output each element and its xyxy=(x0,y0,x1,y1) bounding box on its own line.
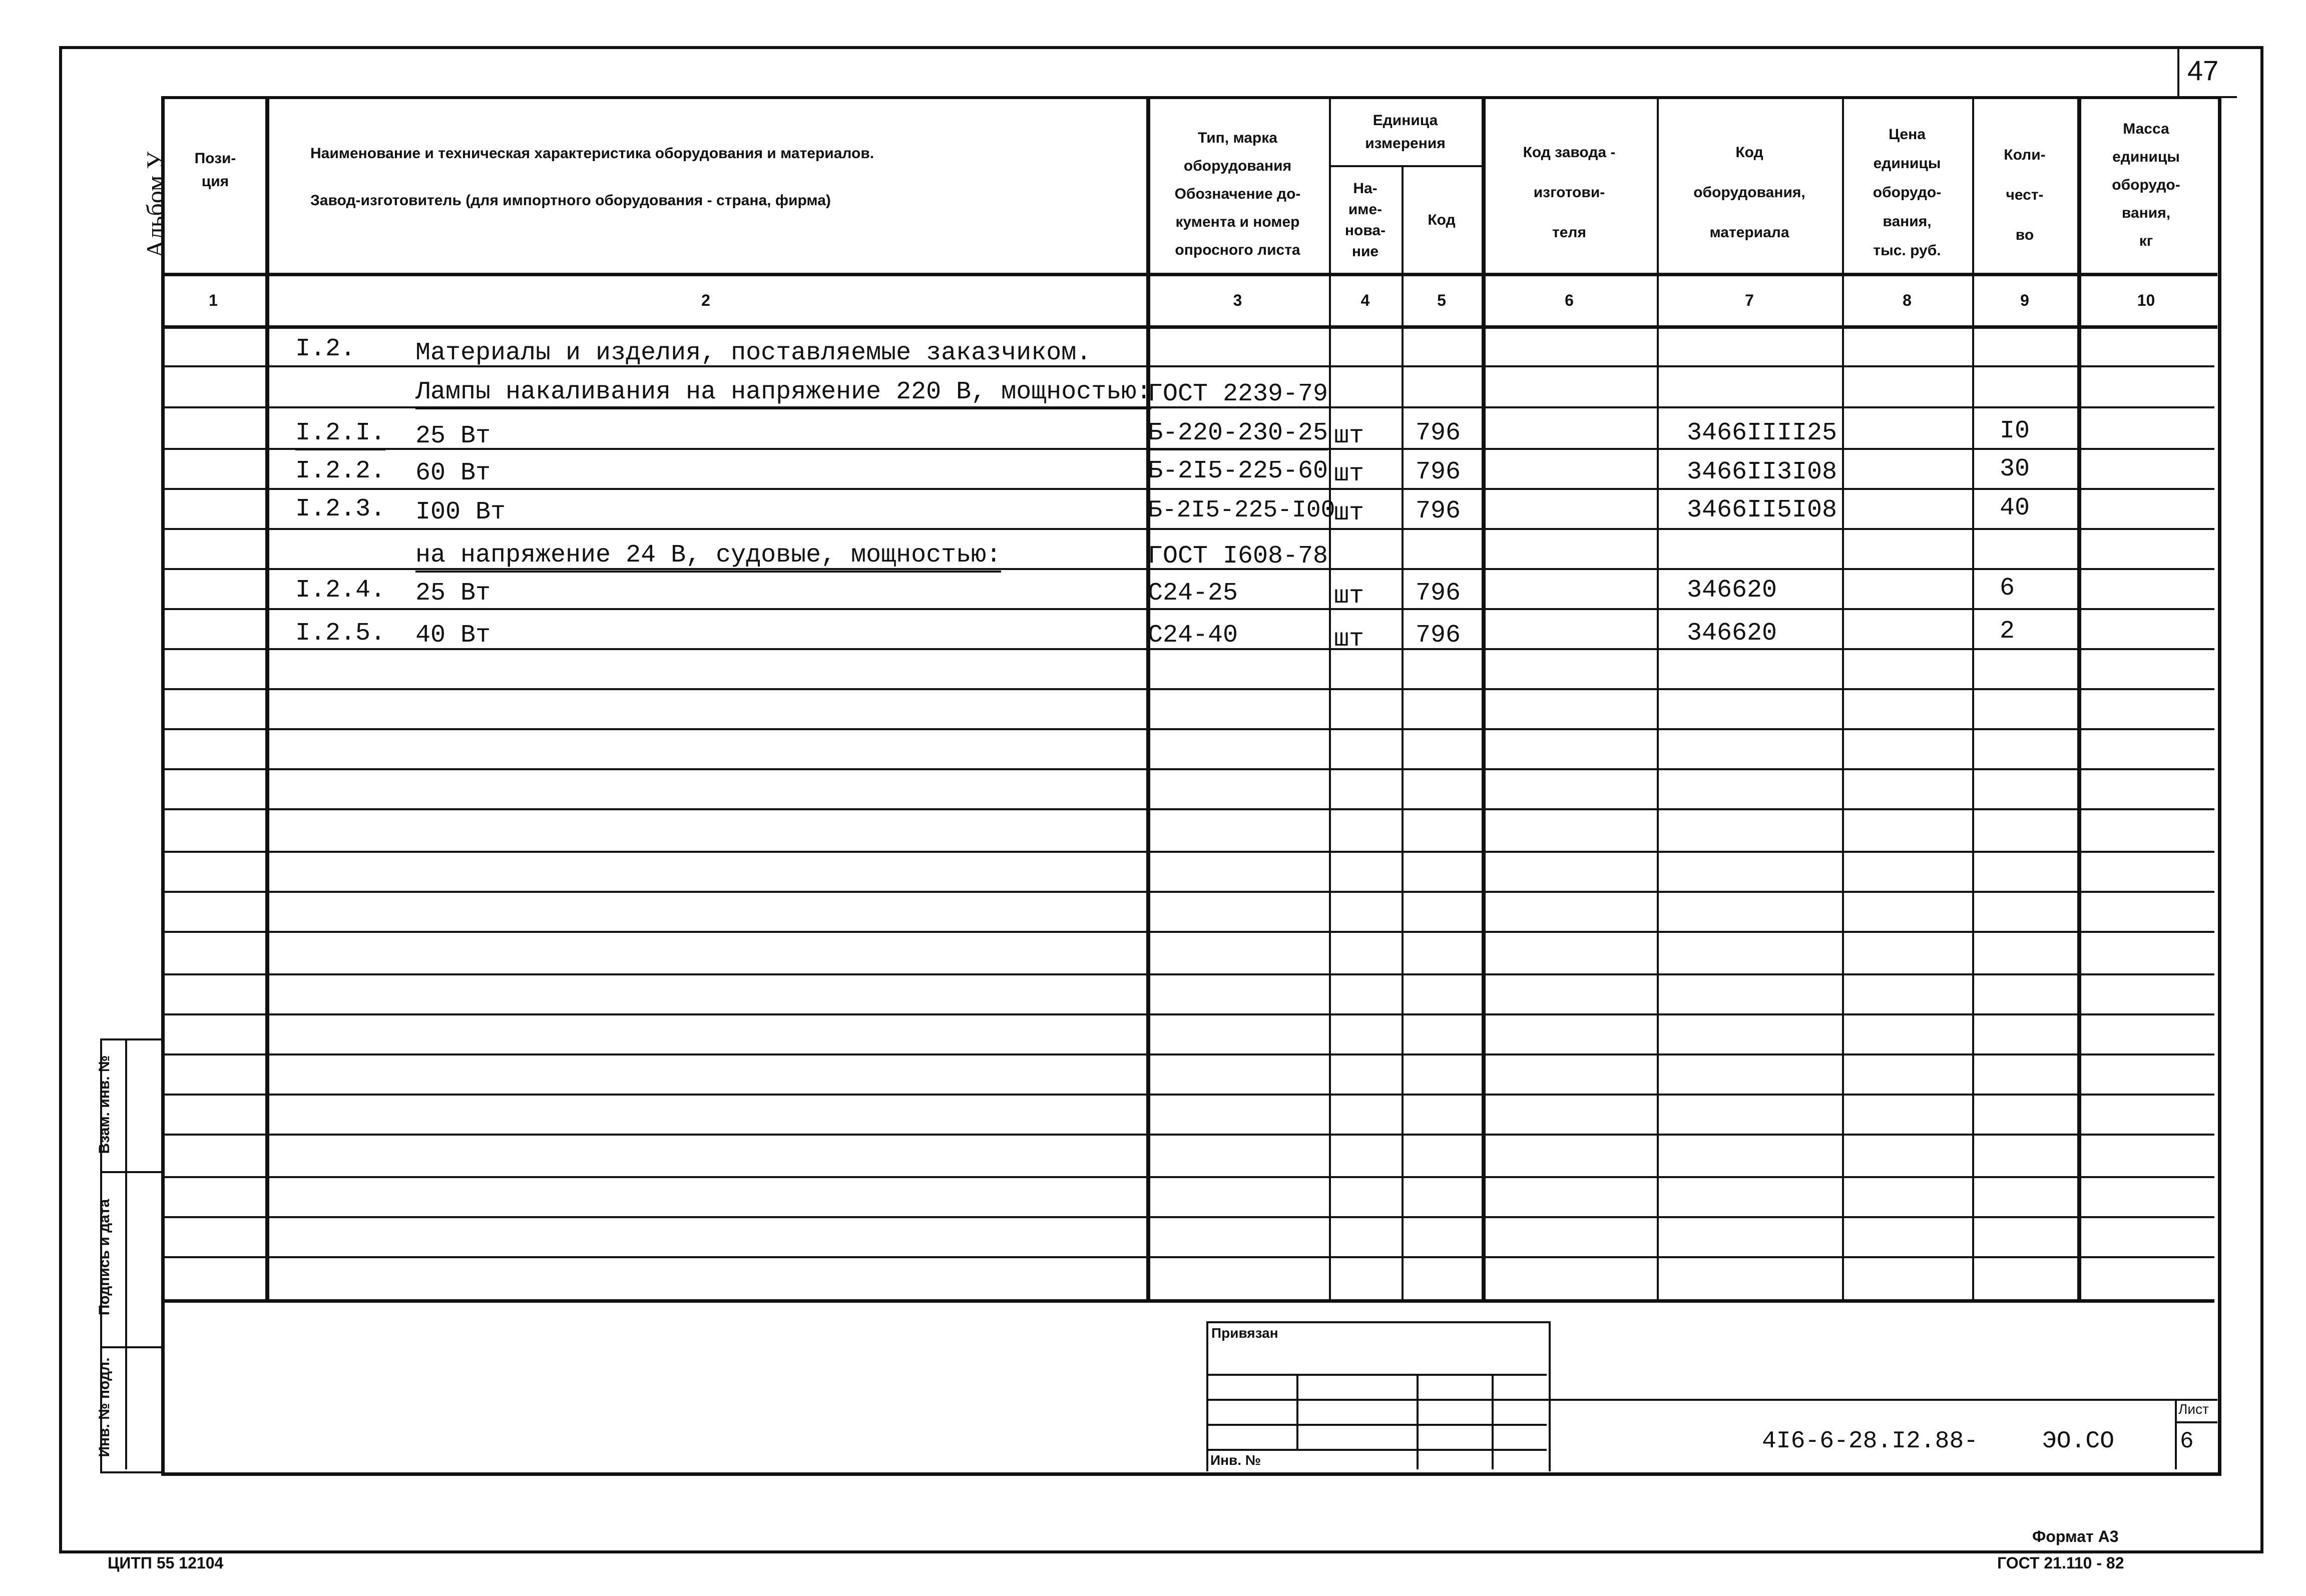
row-equipment-code: 346620 xyxy=(1687,576,1777,605)
header-position: Пози- ция xyxy=(194,150,236,190)
row-type: Б-220-230-25 xyxy=(1148,418,1328,450)
row-position: I.2.4. xyxy=(295,576,386,605)
col-sep-5-6 xyxy=(1482,96,1486,1301)
row-type: ГОСТ I608-78 xyxy=(1148,542,1328,571)
row-name: на напряжение 24 В, судовые, мощностью: xyxy=(415,541,1001,573)
row-line xyxy=(161,851,2214,853)
stamp-line xyxy=(1206,1449,1547,1451)
header-equipment-code: Код оборудования, материала xyxy=(1693,144,1805,241)
col-sep-3-4 xyxy=(1329,96,1331,1301)
row-unit: шт xyxy=(1334,499,1364,527)
colnum-3: 3 xyxy=(1233,291,1242,309)
row-quantity: 30 xyxy=(2000,455,2030,483)
row-quantity: 6 xyxy=(2000,574,2015,603)
row-name: Материалы и изделия, поставляемые заказчиком. xyxy=(415,339,1092,367)
colnum-2: 2 xyxy=(701,291,710,309)
colnum-7: 7 xyxy=(1745,291,1754,309)
row-equipment-code: 346620 xyxy=(1687,619,1777,648)
row-position: I.2.3. xyxy=(295,495,386,523)
row-line xyxy=(161,1053,2214,1055)
row-line xyxy=(161,973,2214,975)
stamp-inv-no: Инв. № xyxy=(1210,1452,1261,1468)
row-unit: шт xyxy=(1334,625,1364,654)
stamp-col xyxy=(1417,1374,1419,1469)
row-line xyxy=(161,1256,2214,1258)
row-name: I00 Вт xyxy=(415,498,506,526)
row-line xyxy=(161,528,2214,530)
col-sep-6-7 xyxy=(1657,96,1659,1301)
row-unit: шт xyxy=(1334,460,1364,488)
col-sep-9-10 xyxy=(2077,96,2081,1301)
row-line xyxy=(161,768,2214,770)
row-name: 25 Вт xyxy=(415,579,491,608)
col-sep-7-8 xyxy=(1842,96,1844,1301)
footer-format: Формат А3 xyxy=(2032,1527,2119,1545)
colnum-4: 4 xyxy=(1360,291,1370,309)
row-line xyxy=(161,808,2214,810)
footer-citp: ЦИТП 55 12104 xyxy=(108,1554,224,1572)
header-factory-code: Код завода - изготови- теля xyxy=(1523,144,1616,241)
row-quantity: 2 xyxy=(2000,617,2015,646)
row-name: 25 Вт xyxy=(415,422,491,450)
row-position: I.2.2. xyxy=(295,457,386,485)
header-name: Наименование и техническая характеристика оборудования и материалов. Завод-изготовитель (для импортного оборудования - страна, фирма) xyxy=(310,145,874,209)
side-strip-divider xyxy=(100,1171,161,1173)
row-unit-code: 796 xyxy=(1416,621,1461,650)
side-strip-inner xyxy=(125,1038,127,1469)
row-line xyxy=(161,891,2214,893)
row-line xyxy=(161,931,2214,933)
row-type: Б-2I5-225-I00 xyxy=(1148,497,1335,524)
stamp-line xyxy=(1206,1399,1547,1401)
row-unit-code: 796 xyxy=(1416,497,1461,525)
list-box-divider xyxy=(2175,1421,2217,1423)
list-box-left xyxy=(2175,1399,2177,1469)
header-bottom-line xyxy=(161,273,2217,276)
document-suffix: ЭО.СО xyxy=(2042,1428,2115,1455)
row-name: 60 Вт xyxy=(415,459,491,487)
unit-group-divider xyxy=(1329,165,1482,167)
row-line xyxy=(161,1134,2214,1136)
row-unit: шт xyxy=(1334,582,1364,611)
row-line xyxy=(161,1094,2214,1096)
page-number: 47 xyxy=(2187,55,2219,86)
row-type: Б-2I5-225-60 xyxy=(1148,457,1328,485)
col-sep-1-2 xyxy=(265,96,269,1301)
album-label: Альбом У xyxy=(141,151,169,258)
header-mass: Масса единицы оборудо- вания, кг xyxy=(2112,121,2180,249)
row-quantity: I0 xyxy=(2000,417,2030,445)
row-line xyxy=(161,1216,2214,1218)
row-equipment-code: 3466II3I08 xyxy=(1687,458,1837,486)
stamp-line xyxy=(1206,1424,1547,1426)
label-inv-podl: Инв. № подл. xyxy=(96,1357,113,1457)
col-sep-8-9 xyxy=(1972,96,1974,1301)
document-code: 4I6-6-28.I2.88- xyxy=(1762,1428,1979,1455)
stamp-col xyxy=(1296,1374,1298,1449)
colnum-bottom-line xyxy=(161,325,2217,329)
row-name: 40 Вт xyxy=(415,621,491,650)
list-label: Лист xyxy=(2178,1401,2209,1417)
row-line xyxy=(161,1176,2214,1178)
row-position: I.2.5. xyxy=(295,619,386,648)
row-type: ГОСТ 2239-79 xyxy=(1148,380,1328,408)
row-position: I.2.I. xyxy=(295,418,385,450)
colnum-6: 6 xyxy=(1565,291,1574,309)
header-unit-name: На- име- нова- ние xyxy=(1344,180,1386,260)
colnum-1: 1 xyxy=(209,291,218,309)
row-quantity: 40 xyxy=(2000,494,2030,522)
header-type: Тип, марка оборудования Обозначение до- кумента и номер опросного листа xyxy=(1174,129,1301,258)
col-sep-2-3 xyxy=(1146,96,1150,1301)
row-type: С24-40 xyxy=(1148,621,1238,650)
table-rows-bottom xyxy=(161,1299,2214,1303)
colnum-8: 8 xyxy=(1903,291,1912,309)
header-price: Цена единицы оборудо- вания, тыс. руб. xyxy=(1873,126,1942,259)
row-unit-code: 796 xyxy=(1416,579,1461,608)
col-sep-4-5 xyxy=(1402,165,1404,1301)
row-type: С24-25 xyxy=(1148,579,1238,608)
label-vzam-inv: Взам. инв. № xyxy=(96,1055,113,1154)
header-unit-group: Единица измерения xyxy=(1365,112,1446,152)
title-block-top xyxy=(1547,1399,2217,1401)
row-equipment-code: 3466IIII25 xyxy=(1687,419,1837,447)
header-unit-code: Код xyxy=(1428,212,1456,228)
row-line xyxy=(161,1013,2214,1015)
stamp-col xyxy=(1492,1374,1494,1469)
row-unit-code: 796 xyxy=(1416,458,1461,486)
label-podpis-data: Подпись и дата xyxy=(96,1199,113,1316)
row-unit-code: 796 xyxy=(1416,419,1461,447)
row-line xyxy=(161,728,2214,730)
header-quantity: Коли- чест- во xyxy=(2004,147,2046,243)
stamp-line xyxy=(1206,1374,1547,1376)
colnum-5: 5 xyxy=(1437,291,1446,309)
row-name: Лампы накаливания на напряжение 220 В, мощностью: xyxy=(415,377,1151,409)
footer-gost: ГОСТ 21.110 - 82 xyxy=(1997,1554,2124,1572)
row-equipment-code: 3466II5I08 xyxy=(1687,496,1837,524)
row-line xyxy=(161,688,2214,690)
colnum-10: 10 xyxy=(2137,291,2155,309)
list-number: 6 xyxy=(2180,1428,2194,1454)
row-position: I.2. xyxy=(295,335,356,363)
stamp-privyazan-label: Привязан xyxy=(1211,1325,1278,1341)
colnum-9: 9 xyxy=(2020,291,2029,309)
row-unit: шт xyxy=(1334,422,1364,450)
